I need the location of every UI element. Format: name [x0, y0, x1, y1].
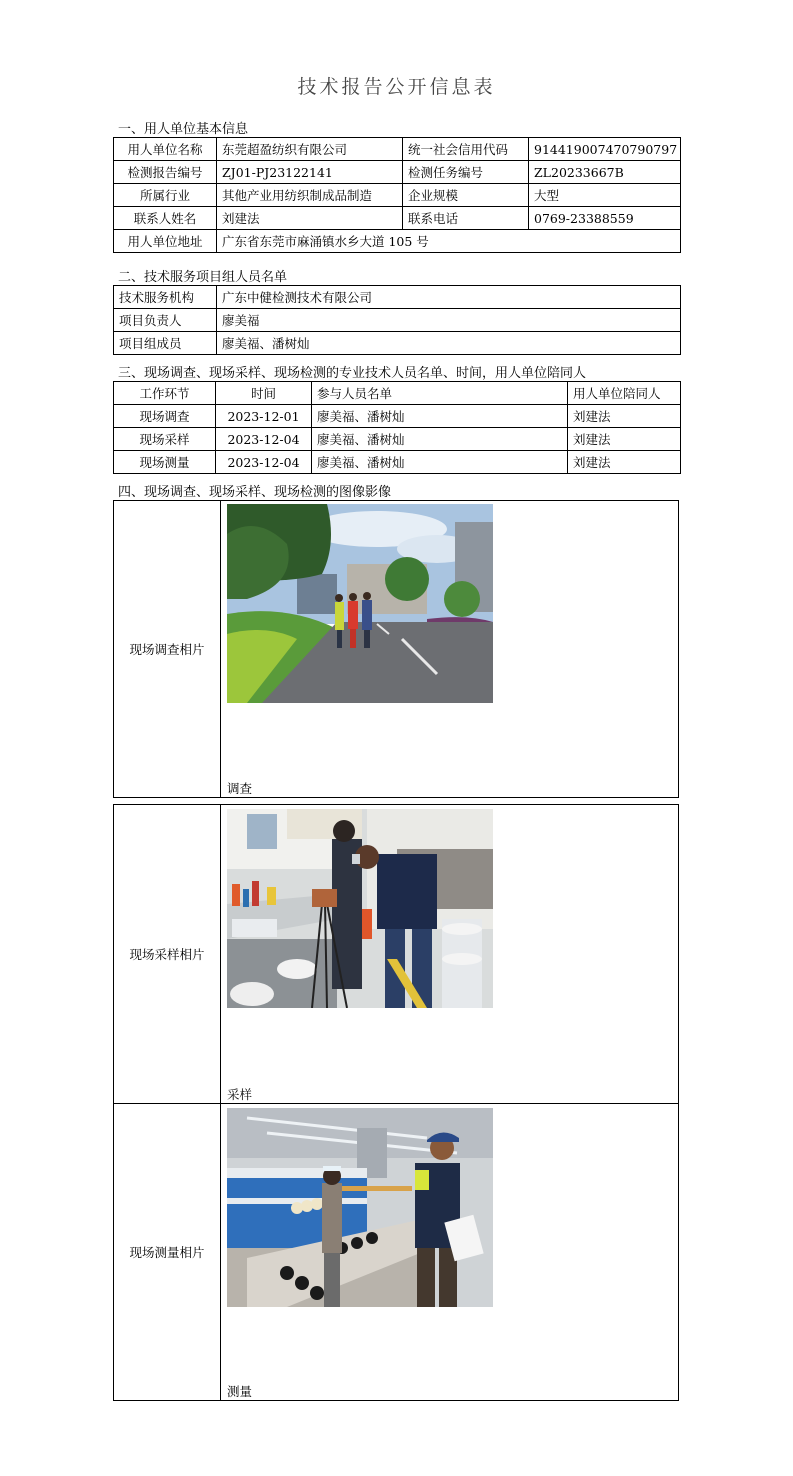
column-header: 时间 — [216, 382, 312, 405]
cell-stage: 现场采样 — [114, 428, 216, 451]
cell-value: 其他产业用纺织制成品制造 — [217, 184, 403, 207]
cell-companion: 刘建法 — [568, 428, 681, 451]
image-block-sampling — [113, 804, 679, 1104]
image-caption: 采样 — [227, 1087, 253, 1102]
cell-date: 2023-12-04 — [216, 428, 312, 451]
table-row — [114, 161, 681, 184]
image-block-survey — [113, 500, 679, 798]
image-label: 现场调查相片 — [114, 501, 221, 797]
table-header-row — [114, 382, 681, 405]
table-row — [114, 428, 681, 451]
cell-label: 检测任务编号 — [403, 161, 529, 184]
cell-companion: 刘建法 — [568, 451, 681, 474]
cell-date: 2023-12-01 — [216, 405, 312, 428]
cell-label: 用人单位名称 — [114, 138, 217, 161]
schedule-table — [113, 381, 681, 474]
cell-label: 统一社会信用代码 — [403, 138, 529, 161]
cell-value: 广东中健检测技术有限公司 — [217, 286, 681, 309]
table-row — [114, 451, 681, 474]
table-row — [114, 230, 681, 253]
cell-label: 检测报告编号 — [114, 161, 217, 184]
column-header: 参与人员名单 — [312, 382, 568, 405]
cell-label: 所属行业 — [114, 184, 217, 207]
cell-value: 刘建法 — [217, 207, 403, 230]
section1-heading: 一、用人单位基本信息 — [118, 122, 249, 137]
cell-label: 联系人姓名 — [114, 207, 217, 230]
cell-staff: 廖美福、潘树灿 — [312, 451, 568, 474]
cell-label: 项目组成员 — [114, 332, 217, 355]
table-row — [114, 309, 681, 332]
column-header: 工作环节 — [114, 382, 216, 405]
image-label: 现场采样相片 — [114, 805, 221, 1103]
cell-label: 用人单位地址 — [114, 230, 217, 253]
cell-value: 廖美福、潘树灿 — [217, 332, 681, 355]
basic-info-table — [113, 137, 681, 253]
team-table — [113, 285, 681, 355]
image-label: 现场测量相片 — [114, 1104, 221, 1400]
cell-value: 914419007470790797 — [529, 138, 681, 161]
section3-heading: 三、现场调查、现场采样、现场检测的专业技术人员名单、时间，用人单位陪同人 — [118, 366, 587, 381]
section4-heading: 四、现场调查、现场采样、现场检测的图像影像 — [118, 485, 392, 500]
survey-photo — [227, 504, 493, 703]
measurement-photo — [227, 1108, 493, 1307]
section2-heading: 二、技术服务项目组人员名单 — [118, 270, 288, 285]
cell-label: 项目负责人 — [114, 309, 217, 332]
cell-label: 技术服务机构 — [114, 286, 217, 309]
cell-value: ZJ01-PJ23122141 — [217, 161, 403, 184]
cell-label: 企业规模 — [403, 184, 529, 207]
sampling-photo — [227, 809, 493, 1008]
image-caption: 调查 — [227, 781, 253, 796]
table-row — [114, 286, 681, 309]
cell-label: 联系电话 — [403, 207, 529, 230]
cell-value: 廖美福 — [217, 309, 681, 332]
cell-staff: 廖美福、潘树灿 — [312, 405, 568, 428]
cell-value: 0769-23388559 — [529, 207, 681, 230]
table-row — [114, 138, 681, 161]
page-title: 技术报告公开信息表 — [297, 76, 496, 98]
cell-value: 广东省东莞市麻涌镇水乡大道 105 号 — [217, 230, 681, 253]
table-row — [114, 184, 681, 207]
image-block-measurement — [113, 1103, 679, 1401]
table-row — [114, 332, 681, 355]
cell-staff: 廖美福、潘树灿 — [312, 428, 568, 451]
cell-value: 大型 — [529, 184, 681, 207]
cell-stage: 现场调查 — [114, 405, 216, 428]
column-header: 用人单位陪同人 — [568, 382, 681, 405]
cell-stage: 现场测量 — [114, 451, 216, 474]
image-caption: 测量 — [227, 1384, 253, 1399]
cell-value: ZL20233667B — [529, 161, 681, 184]
table-row — [114, 207, 681, 230]
cell-date: 2023-12-04 — [216, 451, 312, 474]
table-row — [114, 405, 681, 428]
cell-value: 东莞超盈纺织有限公司 — [217, 138, 403, 161]
cell-companion: 刘建法 — [568, 405, 681, 428]
